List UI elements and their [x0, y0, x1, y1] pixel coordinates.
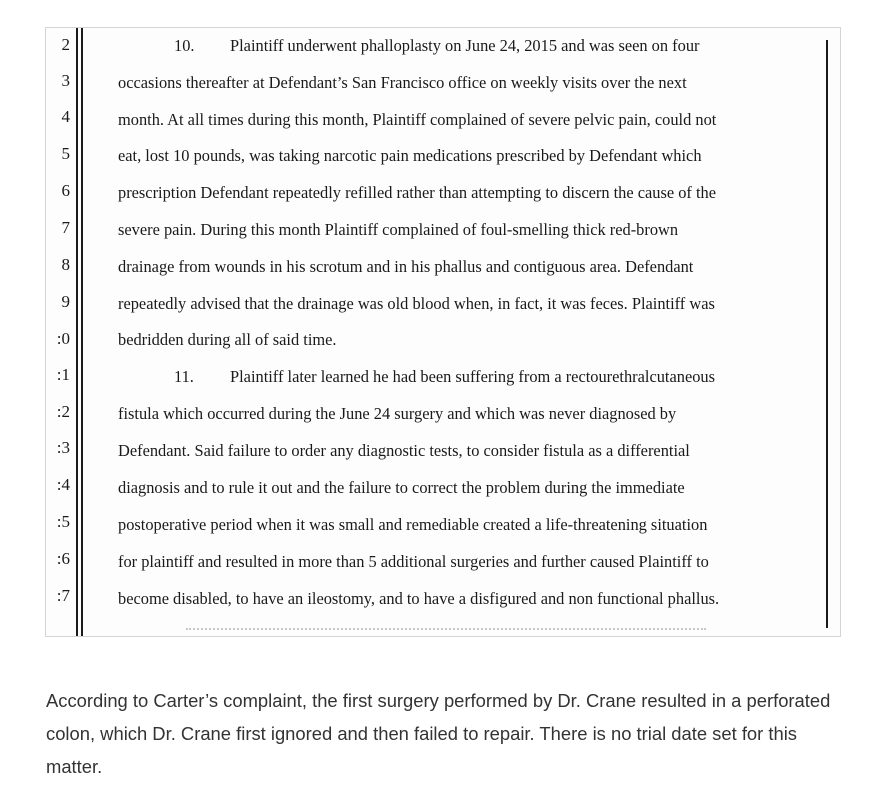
paragraph-text: Plaintiff later learned he had been suffering from a rectourethralcutaneous	[230, 367, 715, 386]
document-line: drainage from wounds in his scrotum and in his phallus and contiguous area. Defendant	[118, 257, 694, 276]
line-number: :6	[56, 549, 70, 568]
paragraph-11-first-line	[174, 367, 715, 387]
line-number: 5	[61, 144, 70, 163]
document-line: diagnosis and to rule it out and the failure to correct the problem during the immediate	[118, 478, 685, 497]
line-number: 8	[61, 255, 70, 274]
article-caption: According to Carter’s complaint, the first surgery performed by Dr. Crane resulted in a perforated colon, which Dr. Crane first ignored and then failed to repair. There is no trial date set for this matter.	[46, 690, 831, 777]
document-line: bedridden during all of said time.	[118, 330, 337, 349]
line-number: 4	[61, 107, 70, 126]
document-line: postoperative period when it was small and remediable created a life-threatening situation	[118, 515, 708, 534]
document-line: occasions thereafter at Defendant’s San Francisco office on weekly visits over the next	[118, 73, 687, 92]
line-number: :0	[56, 329, 70, 348]
paragraph-text: Plaintiff underwent phalloplasty on June 24, 2015 and was seen on four	[230, 36, 700, 55]
document-line: Defendant. Said failure to order any diagnostic tests, to consider fistula as a differential	[118, 441, 690, 460]
line-number: 9	[61, 292, 70, 311]
margin-rule-left-inner	[81, 28, 83, 636]
line-number: 2	[61, 35, 70, 54]
cropped-next-line-remnant	[186, 628, 706, 632]
margin-rule-right	[826, 40, 828, 628]
document-line: prescription Defendant repeatedly refilled rather than attempting to discern the cause of the	[118, 183, 717, 202]
paragraph-number: 11.	[174, 367, 194, 386]
line-number: :3	[56, 438, 70, 457]
document-line: repeatedly advised that the drainage was old blood when, in fact, it was feces. Plaintiff was	[118, 294, 715, 313]
document-line: fistula which occurred during the June 24 surgery and which was never diagnosed by	[118, 404, 677, 423]
paragraph-10-first-line	[174, 36, 699, 56]
line-number: :7	[56, 586, 70, 605]
line-number: :2	[56, 402, 70, 421]
paragraph-number: 10.	[174, 36, 195, 55]
line-number: :1	[56, 365, 70, 384]
line-number: :5	[56, 512, 70, 531]
line-number: 3	[61, 71, 70, 90]
margin-rule-left-outer	[76, 28, 78, 636]
document-line: month. At all times during this month, Plaintiff complained of severe pelvic pain, could not	[118, 110, 717, 129]
line-number: :4	[56, 475, 70, 494]
document-line: severe pain. During this month Plaintiff complained of foul-smelling thick red-brown	[118, 220, 679, 239]
document-line: eat, lost 10 pounds, was taking narcotic pain medications prescribed by Defendant which	[118, 146, 702, 165]
document-line: for plaintiff and resulted in more than 5 additional surgeries and further caused Plaintiff to	[118, 552, 709, 571]
document-line: become disabled, to have an ileostomy, and to have a disfigured and non functional phallus.	[118, 589, 720, 608]
line-number: 6	[61, 181, 70, 200]
line-number: 7	[61, 218, 70, 237]
complaint-excerpt-image	[45, 27, 841, 637]
